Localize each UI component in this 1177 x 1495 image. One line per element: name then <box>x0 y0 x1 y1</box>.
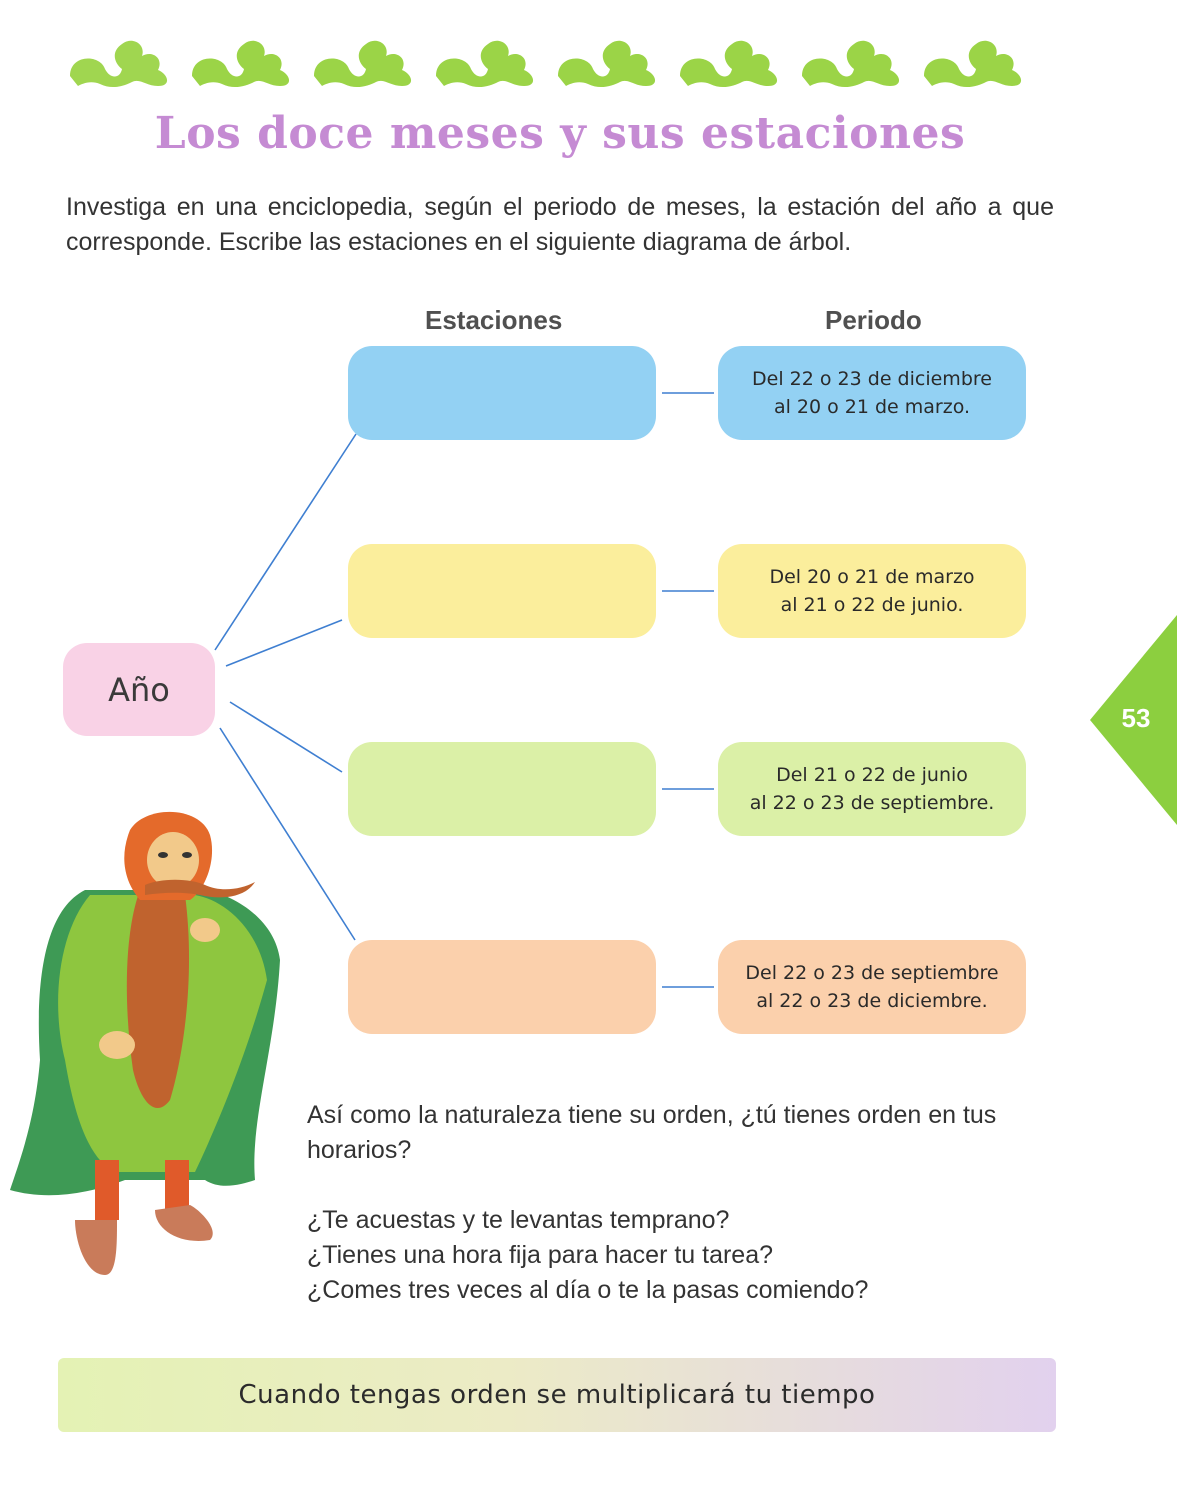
page-number: 53 <box>1121 703 1151 733</box>
question-item: ¿Comes tres veces al día o te la pasas comiendo? <box>307 1276 869 1304</box>
period-box-2 <box>718 544 1026 638</box>
dwarf-illustration <box>5 800 295 1290</box>
motto-banner <box>58 1358 1056 1432</box>
period-box-1 <box>718 346 1026 440</box>
branch-line <box>230 702 342 772</box>
period-box-4 <box>718 940 1026 1034</box>
period-line: al 22 o 23 de diciembre. <box>756 990 988 1012</box>
root-label: Año <box>108 670 170 709</box>
column-header-estaciones: Estaciones <box>425 305 563 335</box>
period-line: al 21 o 22 de junio. <box>780 594 964 616</box>
period-line: Del 21 o 22 de junio <box>776 764 968 786</box>
question-item: ¿Te acuestas y te levantas temprano? <box>307 1206 730 1234</box>
question-lead: Así como la naturaleza tiene su orden, ¿tú tienes orden en tus horarios? <box>307 1101 997 1164</box>
branch-line <box>226 620 342 666</box>
season-answer-box-3[interactable] <box>348 742 656 836</box>
season-answer-box-1[interactable] <box>348 346 656 440</box>
period-line: Del 20 o 21 de marzo <box>769 566 975 588</box>
column-header-periodo: Periodo <box>825 305 922 335</box>
season-answer-box-4[interactable] <box>348 940 656 1034</box>
branch-line <box>215 434 356 650</box>
root-node-anio <box>63 643 215 736</box>
period-line: Del 22 o 23 de septiembre <box>745 962 999 984</box>
questions-block <box>307 1098 1047 1308</box>
period-box-3 <box>718 742 1026 836</box>
page-title: Los doce meses y sus estaciones <box>154 108 966 159</box>
period-line: al 20 o 21 de marzo. <box>773 396 971 418</box>
question-item: ¿Tienes una hora fija para hacer tu tarea? <box>307 1241 774 1269</box>
period-line: Del 22 o 23 de diciembre <box>752 368 992 390</box>
motto-text: Cuando tengas orden se multiplicará tu tiempo <box>238 1380 876 1410</box>
season-answer-box-2[interactable] <box>348 544 656 638</box>
period-line: al 22 o 23 de septiembre. <box>749 792 995 814</box>
instructions-text: Investiga en una enciclopedia, según el periodo de meses, la estación del año a que corresponde. Escribe las estaciones en el siguiente diagrama de árbol. <box>66 193 1054 256</box>
